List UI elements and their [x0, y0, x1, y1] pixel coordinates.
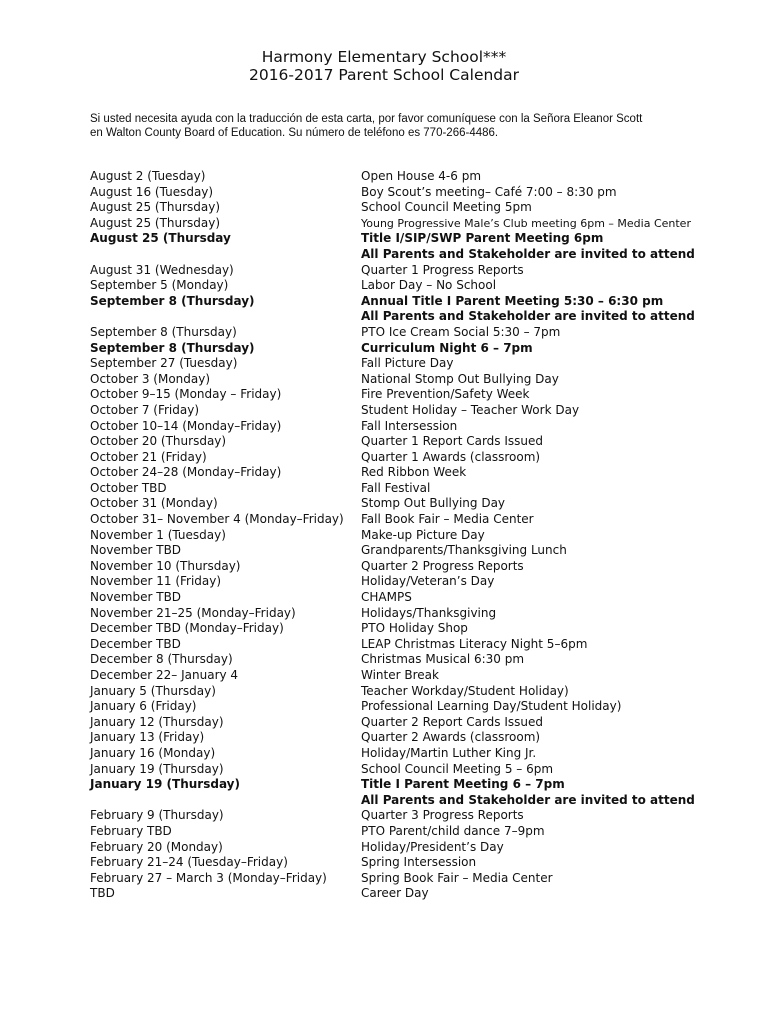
event-date: October 10–14 (Monday–Friday): [90, 418, 282, 433]
event-row-highlighted: [90, 341, 760, 357]
event-description: Title I/SIP/SWP Parent Meeting 6pm: [361, 231, 604, 246]
event-date: August 16 (Tuesday): [90, 184, 214, 199]
event-description: PTO Holiday Shop: [361, 621, 468, 636]
event-row: [90, 434, 760, 450]
event-date: December 8 (Thursday): [90, 652, 233, 667]
event-description: All Parents and Stakeholder are invited to attend: [361, 246, 695, 261]
event-description: Holiday/President’s Day: [361, 839, 504, 854]
event-description: Student Holiday – Teacher Work Day: [361, 402, 580, 417]
event-description: Make-up Picture Day: [361, 527, 485, 542]
event-row: [90, 574, 760, 590]
event-row: [90, 652, 760, 668]
event-description: Curriculum Night 6 – 7pm: [361, 340, 533, 355]
event-date: January 13 (Friday): [90, 730, 205, 745]
event-row: [90, 278, 760, 294]
event-row-highlighted: [90, 294, 760, 310]
event-row: [90, 684, 760, 700]
event-date: September 8 (Thursday): [90, 293, 255, 308]
event-description: Career Day: [361, 886, 429, 901]
event-date: November 1 (Tuesday): [90, 527, 226, 542]
event-description: Holiday/Veteran’s Day: [361, 574, 495, 589]
event-row: [90, 481, 760, 497]
event-description: Quarter 2 Report Cards Issued: [361, 714, 544, 729]
event-date: October 20 (Thursday): [90, 434, 227, 449]
event-description: Christmas Musical 6:30 pm: [361, 652, 525, 667]
event-date: February 27 – March 3 (Monday–Friday): [90, 870, 327, 885]
event-description: Quarter 1 Progress Reports: [361, 262, 524, 277]
event-date: January 12 (Thursday): [90, 714, 224, 729]
event-description: Winter Break: [361, 668, 439, 682]
event-row: [90, 871, 760, 887]
event-description: PTO Parent/child dance 7–9pm: [361, 823, 545, 838]
event-date: November TBD: [90, 543, 182, 558]
event-description: Holidays/Thanksgiving: [361, 605, 497, 620]
event-date: January 6 (Friday): [90, 699, 197, 714]
event-row: [90, 528, 760, 544]
event-description: Red Ribbon Week: [361, 465, 467, 480]
event-description: Fall Picture Day: [361, 356, 454, 371]
event-row: [90, 746, 760, 762]
event-description: School Council Meeting 5 – 6pm: [361, 761, 554, 776]
event-description: Fall Book Fair – Media Center: [361, 512, 534, 527]
event-date: February TBD: [90, 823, 172, 838]
event-row: [90, 637, 760, 653]
event-row: [90, 621, 760, 637]
event-row: [90, 185, 760, 201]
event-row: [90, 387, 760, 403]
event-date: December TBD (Monday–Friday): [90, 621, 284, 636]
event-row: [90, 762, 760, 778]
event-row: [90, 855, 760, 871]
event-date: October 31 (Monday): [90, 496, 218, 511]
event-row: [90, 730, 760, 746]
event-row: [90, 325, 760, 341]
event-description: All Parents and Stakeholder are invited to attend: [361, 792, 695, 807]
event-description: Boy Scout’s meeting– Café 7:00 – 8:30 pm: [361, 184, 617, 199]
event-row: [90, 824, 760, 840]
event-row: [90, 372, 760, 388]
event-date: December 22– January 4: [90, 668, 239, 682]
event-row: [90, 169, 760, 185]
event-date: September 27 (Tuesday): [90, 356, 238, 371]
event-row: [90, 496, 760, 512]
event-row-highlighted: [90, 777, 760, 793]
event-date: September 5 (Monday): [90, 278, 229, 293]
event-row: [90, 465, 760, 481]
event-description: Fall Intersession: [361, 418, 458, 433]
event-date: August 25 (Thursday: [90, 231, 231, 246]
event-date: October 24–28 (Monday–Friday): [90, 465, 282, 480]
event-description: Grandparents/Thanksgiving Lunch: [361, 543, 567, 558]
event-row: [90, 840, 760, 856]
event-description: Teacher Workday/Student Holiday): [361, 683, 569, 698]
event-date: August 25 (Thursday): [90, 200, 221, 215]
event-date: October TBD: [90, 480, 167, 495]
event-description: School Council Meeting 5pm: [361, 200, 532, 215]
event-description: CHAMPS: [361, 590, 412, 605]
event-description: Title I Parent Meeting 6 – 7pm: [361, 777, 565, 792]
event-row: [90, 668, 760, 684]
event-date: November 11 (Friday): [90, 574, 222, 589]
event-date: November 21–25 (Monday–Friday): [90, 605, 296, 620]
event-list: [90, 169, 760, 902]
event-row-highlighted: [90, 231, 760, 247]
event-date: September 8 (Thursday): [90, 340, 255, 355]
event-date: August 2 (Tuesday): [90, 169, 206, 183]
invitation-note: [90, 793, 760, 809]
event-description: Spring Intersession: [361, 855, 477, 870]
event-description: LEAP Christmas Literacy Night 5–6pm: [361, 636, 588, 651]
event-row: [90, 886, 760, 902]
notice-line-2: en Walton County Board of Education. Su número de teléfono es 770-266-4486.: [90, 127, 499, 139]
event-date: October 21 (Friday): [90, 449, 207, 464]
event-description: Quarter 1 Report Cards Issued: [361, 434, 544, 449]
event-description: National Stomp Out Bullying Day: [361, 371, 559, 386]
event-row: [90, 419, 760, 435]
event-date: November TBD: [90, 590, 182, 605]
event-description: Young Progressive Male’s Club meeting 6pm – Media Center: [361, 216, 691, 230]
event-row: [90, 403, 760, 419]
event-description: Holiday/Martin Luther King Jr.: [361, 745, 537, 760]
event-date: October 31– November 4 (Monday–Friday): [90, 512, 344, 527]
event-row: [90, 200, 760, 216]
event-description: All Parents and Stakeholder are invited to attend: [361, 309, 695, 324]
event-date: December TBD: [90, 636, 181, 651]
event-row: [90, 699, 760, 715]
event-row: [90, 216, 760, 232]
calendar-title-heading: 2016-2017 Parent School Calendar: [248, 66, 520, 84]
school-name-heading: Harmony Elementary School***: [261, 48, 507, 66]
event-row: [90, 606, 760, 622]
event-description: Spring Book Fair – Media Center: [361, 870, 553, 885]
event-description: Fire Prevention/Safety Week: [361, 387, 530, 402]
event-row: [90, 356, 760, 372]
event-row: [90, 512, 760, 528]
event-row: [90, 808, 760, 824]
event-date: February 9 (Thursday): [90, 808, 224, 823]
event-date: August 25 (Thursday): [90, 215, 221, 230]
event-description: Quarter 2 Progress Reports: [361, 558, 524, 573]
event-row: [90, 559, 760, 575]
event-description: Stomp Out Bullying Day: [361, 496, 506, 511]
event-row: [90, 450, 760, 466]
event-date: October 3 (Monday): [90, 371, 211, 386]
event-date: January 5 (Thursday): [90, 683, 216, 698]
invitation-note: [90, 309, 760, 325]
event-date: TBD: [90, 886, 115, 901]
event-description: Quarter 1 Awards (classroom): [361, 449, 541, 464]
event-description: PTO Ice Cream Social 5:30 – 7pm: [361, 324, 561, 339]
event-description: Quarter 3 Progress Reports: [361, 808, 524, 823]
event-description: Labor Day – No School: [361, 278, 497, 293]
event-row: [90, 590, 760, 606]
event-description: Fall Festival: [361, 480, 431, 495]
event-row: [90, 263, 760, 279]
event-row: [90, 543, 760, 559]
event-date: November 10 (Thursday): [90, 558, 241, 573]
event-date: January 19 (Thursday): [90, 777, 240, 792]
event-date: September 8 (Thursday): [90, 324, 237, 339]
event-date: January 16 (Monday): [90, 745, 216, 760]
event-date: January 19 (Thursday): [90, 761, 224, 776]
event-row: [90, 715, 760, 731]
event-date: February 20 (Monday): [90, 839, 223, 854]
event-description: Open House 4-6 pm: [361, 169, 482, 183]
invitation-note: [90, 247, 760, 263]
event-date: October 9–15 (Monday – Friday): [90, 387, 282, 402]
event-description: Quarter 2 Awards (classroom): [361, 730, 541, 745]
event-description: Annual Title I Parent Meeting 5:30 – 6:30 pm: [361, 293, 664, 308]
event-date: August 31 (Wednesday): [90, 262, 234, 277]
event-date: February 21–24 (Tuesday–Friday): [90, 855, 288, 870]
event-description: Professional Learning Day/Student Holiday): [361, 699, 622, 714]
event-date: October 7 (Friday): [90, 402, 200, 417]
translation-notice: [90, 112, 750, 140]
notice-line-1: Si usted necesita ayuda con la traducción de esta carta, por favor comuníquese con la Señora Eleanor Scott: [90, 113, 643, 125]
